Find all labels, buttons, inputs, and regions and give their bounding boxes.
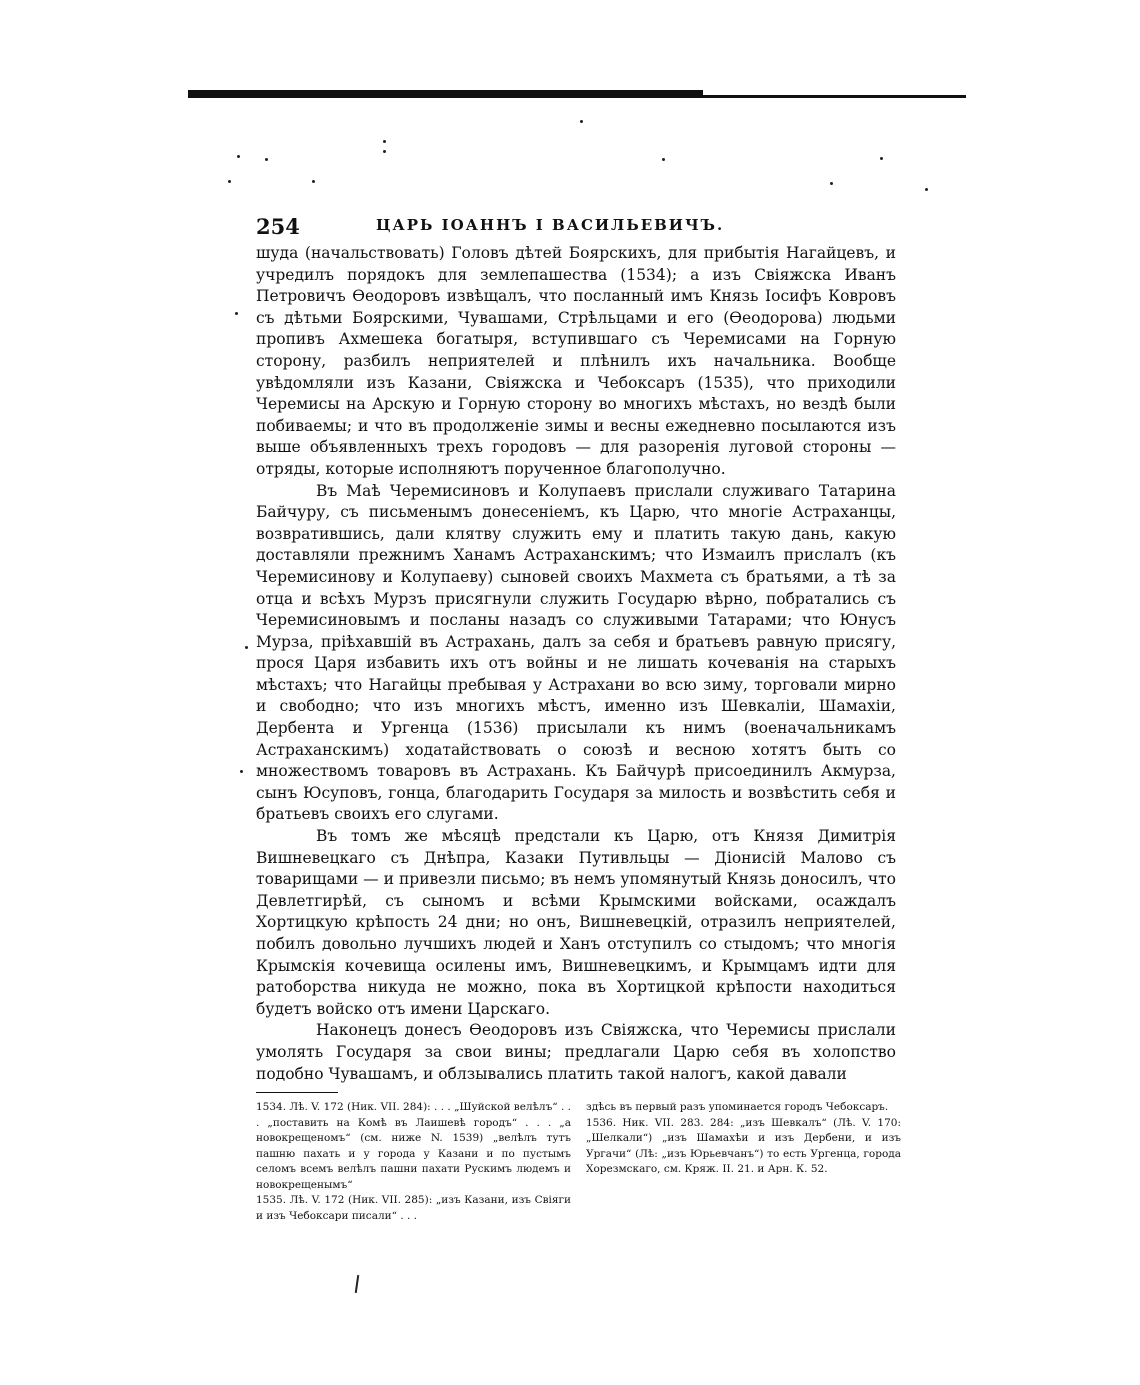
scan-speck	[240, 770, 243, 773]
page-number: 254	[256, 214, 300, 239]
paragraph: Въ Маѣ Черемисиновъ и Колупаевъ прислали служиваго Татарина Байчуру, съ письменымъ донесеніемъ, къ Царю, что многіе Астраханцы, возвратившись, дали клятву служить ему и платить такую дань, какую доставляли прежнимъ Ханамъ Астраханскимъ; что Измаилъ прислалъ (къ Черемисинову и Колупаеву) сыновей своихъ Махмета съ братьями, а тѣ за отца и всѣхъ Мурзъ присягнули служить Государю вѣрно, побратались съ Черемисиновымъ и посланы назадъ со служивыми Татарами; что Юнусъ Мурза, пріѣхавшій въ Астрахань, далъ за себя и братьевъ равную присягу, прося Царя избавить ихъ отъ войны и не лишать кочеванія на старыхъ мѣстахъ; что Нагайцы пребывая у Астрахани во всю зиму, торговали мирно и свободно; что изъ многихъ мѣстъ, именно изъ Шевкаліи, Шамахіи, Дербента и Ургенца (1536) присылали къ нимъ (военачальникамъ Астраханскимъ) ходатайствовать о союзѣ и весною хотятъ быть со множествомъ товаровъ въ Астрахань. Къ Байчурѣ присоединилъ Акмурза, сынъ Юсуповъ, гонца, благодарить Государя за милость и возвѣстить себя и братьевъ своихъ его слугами.	[256, 481, 896, 824]
scan-speck	[383, 140, 386, 143]
paragraph: Въ томъ же мѣсяцѣ предстали къ Царю, отъ Князя Димитрія Вишневецкаго съ Днѣпра, Казаки Путивльцы — Діонисій Малово съ товарищами — и привезли письмо; въ немъ упомянутый Князь доносилъ, что Девлетгирѣй, съ сыномъ и всѣми Крымскими войсками, осаждалъ Хортицкую крѣпость 24 дни; но онъ, Вишневецкій, отразилъ неприятелей, побилъ довольно лучшихъ людей и Ханъ отступилъ со стыдомъ; что многія Крымскія кочевища осилены имъ, Вишневецкимъ, и Крымцамъ идти для ратоборства никуда не можно, пока въ Хортицкой крѣпости находиться будетъ войско отъ имени Царскаго.	[256, 827, 896, 1018]
scan-speck	[312, 180, 315, 183]
footnote: 1535. Лѣ. V. 172 (Ник. VII. 285): „изъ Казани, изъ Свіяги и изъ Чебоксари писали“ . . .	[256, 1194, 571, 1222]
footnote-column-left	[256, 1100, 571, 1224]
footnote-separator	[256, 1092, 338, 1093]
scan-speck	[237, 155, 240, 158]
body-text	[256, 243, 896, 1085]
footnote: 1534. Лѣ. V. 172 (Ник. VII. 284): . . . „Шуйской велѣлъ“ . . . „поставить на Комѣ въ Лаишевѣ городъ“ . . . „а новокрещеномъ“ (см. ниже N. 1539) „велѣлъ тутъ пашню пахать и у города у Казани и по пустымъ селомъ всемъ велѣлъ пашни пахати Рускимъ людемъ и новокрещенымъ“	[256, 1101, 571, 1191]
scan-speck	[830, 182, 833, 185]
scan-speck	[265, 158, 268, 161]
footnote-column-right	[586, 1100, 901, 1178]
scan-speck	[245, 646, 248, 649]
footnote: здѣсь въ первый разъ упоминается городъ Чебоксаръ.	[586, 1101, 889, 1113]
scan-speck	[880, 157, 883, 160]
scan-stray-mark	[355, 1275, 359, 1293]
scan-speck	[662, 158, 665, 161]
scan-speck	[580, 120, 583, 123]
page-header	[256, 214, 896, 244]
footnote: 1536. Ник. VII. 283. 284: „изъ Шевкалъ“ (Лѣ. V. 170: „Шелкали“) „изъ Шамахѣи и изъ Дербени, и изъ Ургачи“ (Лѣ: „изъ Юрьевчанъ“) то есть Ургенца, города Хорезмскаго, см. Кряж. II. 21. и Арн. К. 52.	[586, 1116, 901, 1175]
scan-speck	[235, 312, 238, 315]
top-border-scan-line	[188, 95, 966, 98]
scan-speck	[228, 180, 231, 183]
scan-speck	[383, 150, 386, 153]
running-title: ЦАРЬ ІОАННЪ І ВАСИЛЬЕВИЧЪ.	[376, 216, 725, 234]
scan-speck	[925, 188, 928, 191]
paragraph: шуда (начальствовать) Головъ дѣтей Боярскихъ, для прибытія Нагайцевъ, и учредилъ порядокъ для землепашества (1534); а изъ Свіяжска Иванъ Петровичъ Ѳеодоровъ извѣщалъ, что посланный имъ Князь Іосифъ Ковровъ съ дѣтьми Боярскими, Чувашами, Стрѣльцами и его (Ѳеодорова) людьми пропивъ Ахмешека богатыря, вступившаго съ Черемисами на Горную сторону, разбилъ неприятелей и плѣнилъ ихъ начальника. Вообще увѣдомляли изъ Казани, Свіяжска и Чебоксаръ (1535), что приходили Черемисы на Арскую и Горную сторону во многихъ мѣстахъ, но вездѣ были побиваемы; и что въ продолженіе зимы и весны ежедневно посылаются изъ выше объявленныхъ трехъ городовъ — для разоренія луговой стороны — отряды, которые исполняютъ порученное благополучно.	[256, 244, 896, 478]
paragraph: Наконецъ донесъ Ѳеодоровъ изъ Свіяжска, что Черемисы прислали умолять Государя за свои вины; предлагали Царю себя въ холопство подобно Чувашамъ, и облзывались платить такой налогъ, какой давали	[256, 1021, 896, 1083]
